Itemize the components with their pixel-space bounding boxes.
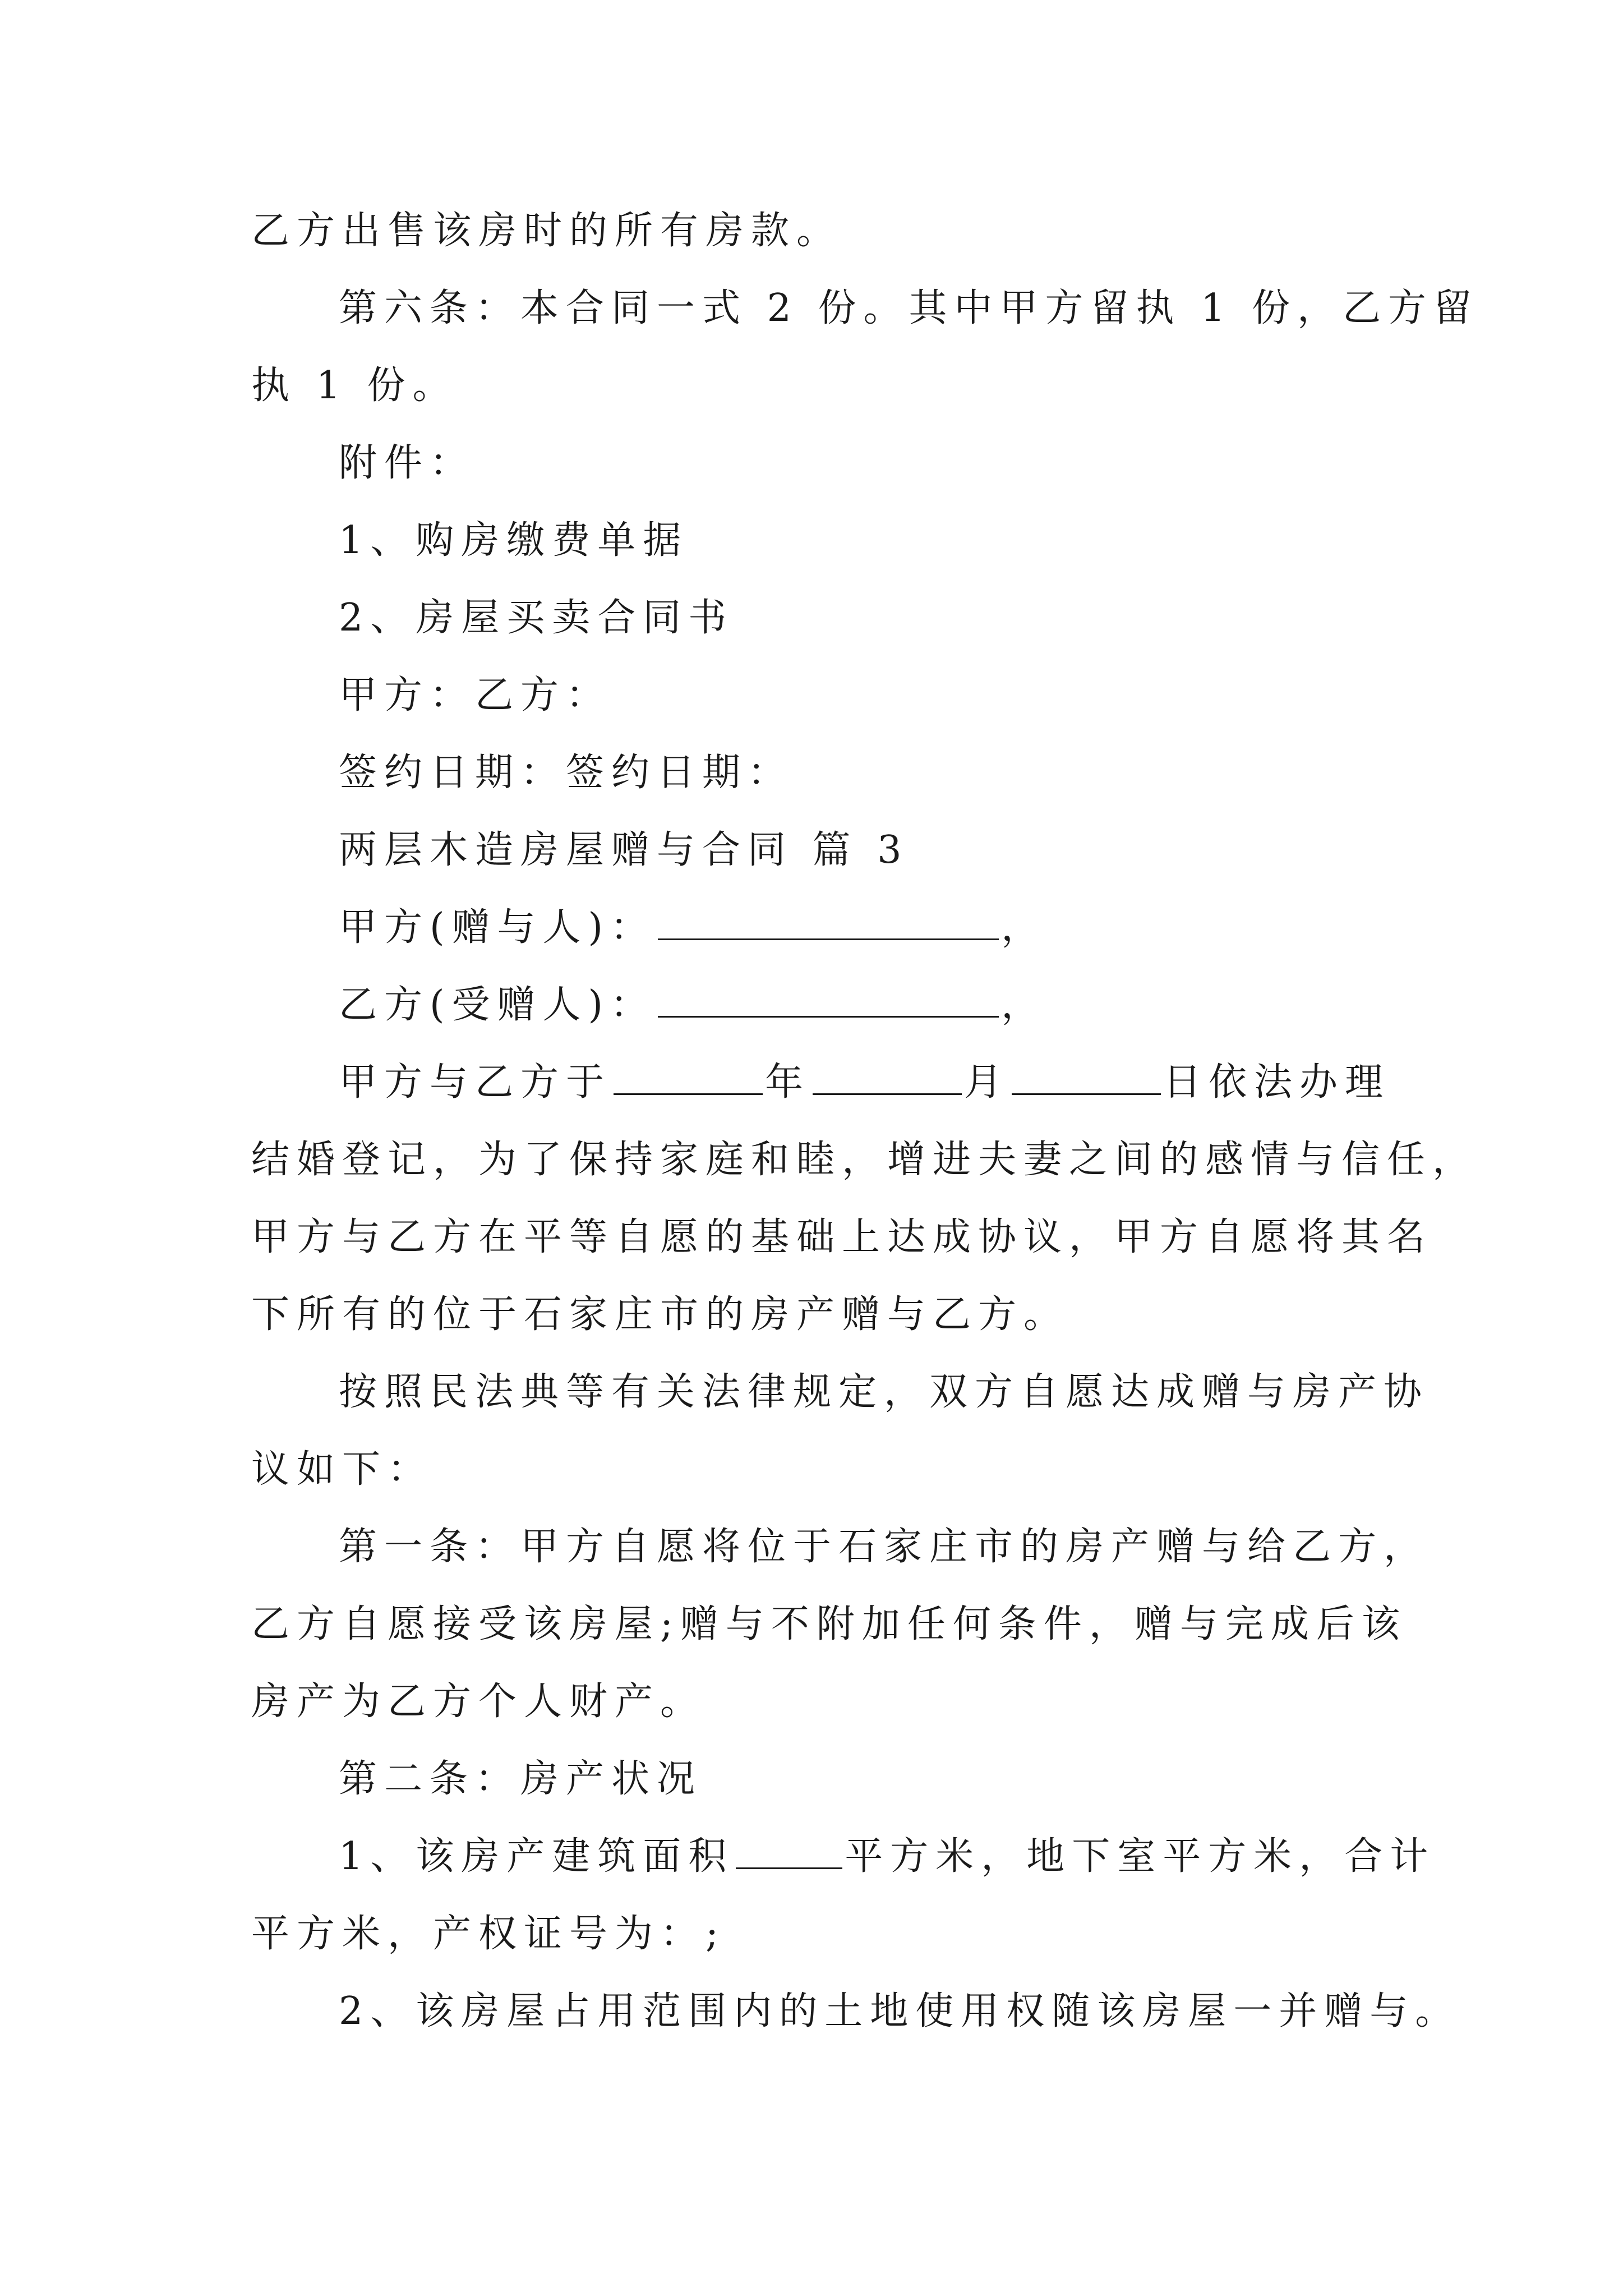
line-text: 乙方(受赠人)： bbox=[339, 983, 656, 1027]
fill-in-blank bbox=[614, 1059, 763, 1095]
line-text: 乙方出售该房时的所有房款。 bbox=[251, 209, 842, 253]
line-text: 1、该房产建筑面积 bbox=[339, 1834, 734, 1879]
line-text: 附件： bbox=[339, 441, 476, 485]
text-line bbox=[251, 205, 842, 257]
line-text: 月 bbox=[964, 1060, 1010, 1105]
line-text: 甲方与乙方在平等自愿的基础上达成协议，甲方自愿将其名 bbox=[251, 1215, 1433, 1259]
text-line bbox=[339, 1986, 1460, 2037]
line-text: 1、购房缴费单据 bbox=[339, 518, 689, 563]
article-two-heading bbox=[339, 1754, 702, 1805]
text-line bbox=[251, 1908, 726, 1960]
line-text: 下所有的位于石家庄市的房产赠与乙方。 bbox=[251, 1292, 1069, 1337]
area-line bbox=[339, 1831, 1435, 1883]
signature-parties-line bbox=[339, 670, 611, 721]
fill-in-blank bbox=[813, 1059, 962, 1095]
line-text: 房产为乙方个人财产。 bbox=[251, 1680, 706, 1724]
text-line bbox=[251, 1444, 433, 1496]
line-text: 平方米，地下室平方米，合计 bbox=[845, 1834, 1436, 1879]
text-line bbox=[251, 1134, 1478, 1186]
line-text: 按照民法典等有关法律规定，双方自愿达成赠与房产协 bbox=[339, 1370, 1430, 1414]
article-six-line bbox=[339, 283, 1479, 334]
line-text: ， bbox=[1001, 983, 1047, 1027]
line-text: 第二条：房产状况 bbox=[339, 1757, 703, 1801]
line-text: 甲方：乙方： bbox=[339, 673, 612, 717]
line-text: 乙方自愿接受该房屋;赠与不附加任何条件，赠与完成后该 bbox=[251, 1602, 1407, 1646]
line-text: 甲方(赠与人)： bbox=[339, 905, 656, 950]
line-text: 年 bbox=[765, 1060, 811, 1105]
text-line bbox=[251, 1289, 1069, 1341]
donor-line bbox=[339, 902, 1046, 954]
fill-in-blank bbox=[1012, 1059, 1161, 1095]
line-text: 平方米，产权证号为：; bbox=[251, 1912, 726, 1956]
line-text: 两层木造房屋赠与合同 篇 3 bbox=[339, 828, 909, 872]
attachment-item bbox=[339, 592, 734, 644]
line-text: 签约日期：签约日期： bbox=[339, 751, 794, 795]
line-text: ， bbox=[1001, 905, 1047, 950]
fill-in-blank bbox=[658, 904, 999, 940]
line-text: 第六条：本合同一式 2 份。其中甲方留执 1 份，乙方留 bbox=[339, 286, 1479, 330]
line-text: 第一条：甲方自愿将位于石家庄市的房产赠与给乙方， bbox=[339, 1525, 1430, 1569]
fill-in-blank bbox=[736, 1833, 842, 1869]
text-line bbox=[251, 1599, 1407, 1650]
article-one-line bbox=[339, 1521, 1429, 1573]
attachment-item bbox=[339, 515, 688, 567]
line-text: 日依法办理 bbox=[1163, 1060, 1391, 1105]
text-line bbox=[339, 1366, 1429, 1418]
attachments-heading bbox=[339, 438, 475, 489]
signing-date-line bbox=[339, 747, 793, 799]
line-text: 甲方与乙方于 bbox=[339, 1060, 612, 1105]
line-text: 议如下： bbox=[251, 1447, 434, 1492]
line-text: 2、该房屋占用范围内的土地使用权随该房屋一并赠与。 bbox=[339, 1989, 1461, 2033]
line-text: 2、房屋买卖合同书 bbox=[339, 596, 734, 640]
section-title bbox=[339, 825, 909, 876]
marriage-date-line bbox=[339, 1057, 1390, 1108]
line-text: 结婚登记，为了保持家庭和睦，增进夫妻之间的感情与信任， bbox=[251, 1138, 1478, 1182]
fill-in-blank bbox=[658, 981, 999, 1018]
text-line bbox=[251, 1212, 1432, 1263]
text-line bbox=[251, 1676, 706, 1728]
text-line bbox=[251, 360, 458, 412]
donee-line bbox=[339, 979, 1046, 1031]
line-text: 执 1 份。 bbox=[251, 364, 458, 408]
